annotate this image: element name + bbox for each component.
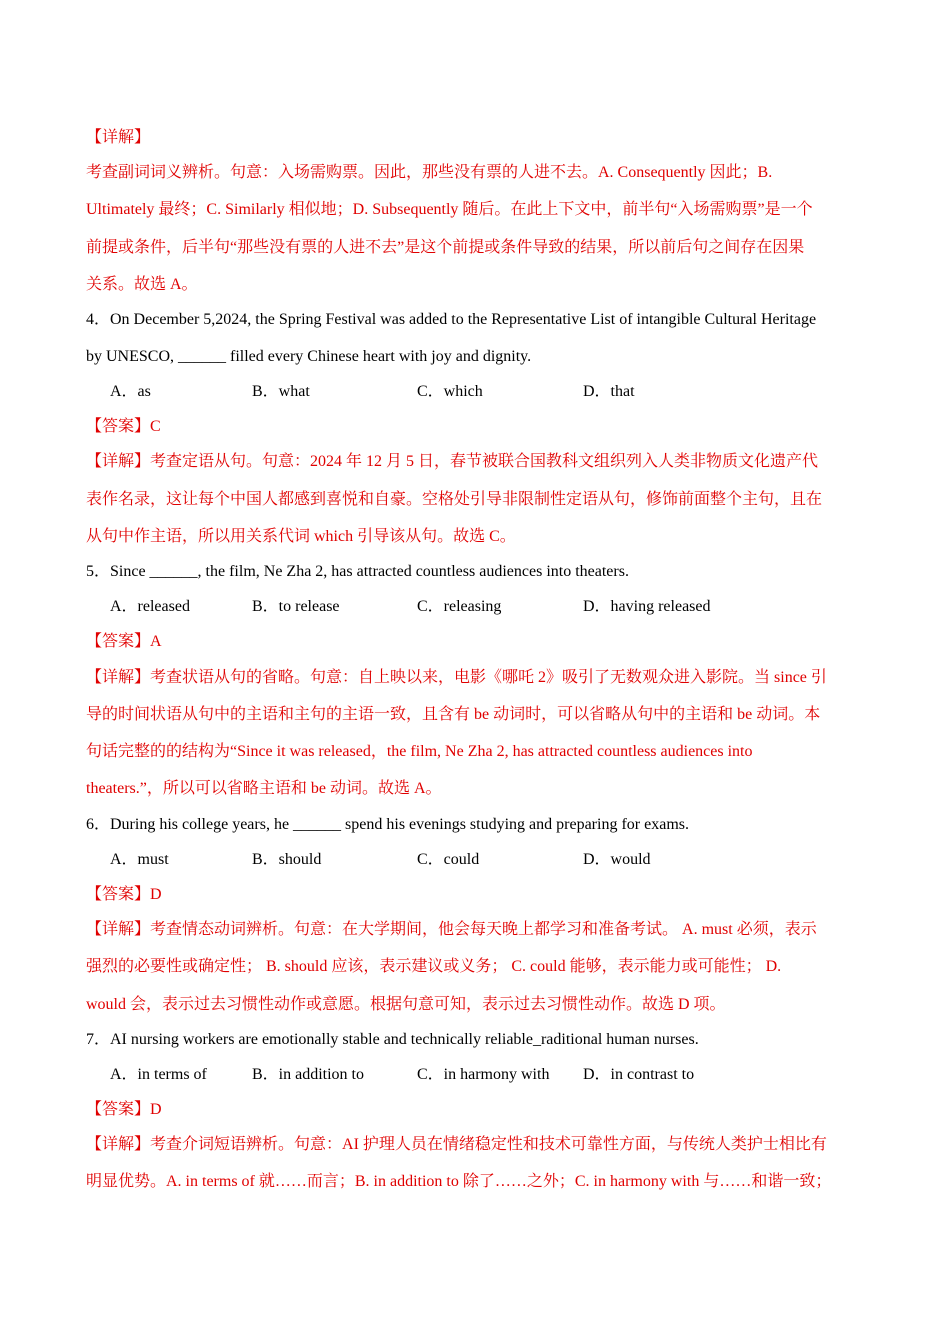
q6-option-a: A．must: [110, 851, 169, 868]
answer-label: 【答案】: [86, 418, 151, 435]
q6-option-b: B．should: [252, 851, 322, 868]
q6-detail-line-1: [86, 920, 817, 940]
q4-stem-line-1: 4．On December 5,2024, the Spring Festival was added to the Representative List of intangible Cultural Heritage: [86, 311, 817, 328]
q4-option-b: B．what: [252, 383, 310, 400]
q5-detail-line-3: 句话完整的的结构为“Since it was released，the film, Ne Zha 2, has attracted countless audiences into: [86, 743, 753, 760]
detail-label: 【详解】: [86, 921, 151, 938]
q6-option-d: D．would: [583, 851, 651, 868]
detail-label: 【详解】: [86, 453, 151, 470]
q5-option-d: D．having released: [583, 598, 711, 615]
q7-detail-line-1: [86, 1135, 827, 1155]
q5-detail-line-2: 导的时间状语从句中的主语和主句的主语一致，且含有 be 动词时，可以省略从句中的主语和 be 动词。本: [86, 706, 821, 723]
detail-label: 【详解】: [86, 129, 151, 146]
q6-option-c: C．could: [417, 851, 480, 868]
detail-label: 【详解】: [86, 1136, 151, 1153]
q7-stem-line-1: 7．AI nursing workers are emotionally stable and technically reliable_raditional human nurses.: [86, 1031, 699, 1048]
q3-detail-line-1: 考查副词词义辨析。句意：入场需购票。因此，那些没有票的人进不去。A. Consequently 因此；B.: [86, 164, 773, 181]
q7-detail-text: 考查介词短语辨析。句意：AI 护理人员在情绪稳定性和技术可靠性方面，与传统人类护士相比有: [150, 1136, 827, 1153]
q3-detail-line-3: 前提或条件，后半句“那些没有票的人进不去”是这个前提或条件导致的结果，所以前后句之间存在因果: [86, 239, 805, 256]
answer-label: 【答案】: [86, 1101, 151, 1118]
q4-stem-line-2: by UNESCO, ______ filled every Chinese heart with joy and dignity.: [86, 348, 532, 365]
q7-option-b: B．in addition to: [252, 1066, 365, 1083]
q4-option-d: D．that: [583, 383, 635, 400]
q5-stem-line-1: 5．Since ______, the film, Ne Zha 2, has attracted countless audiences into theaters.: [86, 563, 629, 580]
q4-answer: [86, 417, 161, 437]
q7-option-a: A．in terms of: [110, 1066, 207, 1083]
q4-detail-line-2: 表作名录，这让每个中国人都感到喜悦和自豪。空格处引导非限制性定语从句，修饰前面整个主句，且在: [86, 491, 823, 508]
answer-label: 【答案】: [86, 633, 151, 650]
q5-answer: [86, 632, 162, 652]
q7-option-c: C．in harmony with: [417, 1066, 550, 1083]
q7-answer-value: D: [150, 1101, 162, 1118]
q5-option-a: A．released: [110, 598, 190, 615]
q6-detail-line-3: would 会，表示过去习惯性动作或意愿。根据句意可知，表示过去习惯性动作。故选 D 项。: [86, 996, 726, 1013]
q5-detail-line-1: [86, 668, 827, 688]
q5-detail-text: 考查状语从句的省略。句意：自上映以来，电影《哪吒 2》吸引了无数观众进入影院。当 since 引: [150, 669, 827, 686]
q4-option-c: C．which: [417, 383, 483, 400]
q4-detail-line-1: [86, 452, 818, 472]
q4-detail-line-3: 从句中作主语，所以用关系代词 which 引导该从句。故选 C。: [86, 528, 516, 545]
q5-answer-value: A: [150, 633, 162, 650]
answer-label: 【答案】: [86, 886, 151, 903]
q7-option-d: D．in contrast to: [583, 1066, 695, 1083]
q6-detail-text: 考查情态动词辨析。句意：在大学期间，他会每天晚上都学习和准备考试。 A. must 必须，表示: [150, 921, 817, 938]
q7-detail-line-2: 明显优势。A. in terms of 就……而言；B. in addition to 除了……之外；C. in harmony with 与……和谐一致；: [86, 1173, 832, 1190]
q5-detail-line-4: theaters.”，所以可以省略主语和 be 动词。故选 A。: [86, 780, 442, 797]
q4-answer-value: C: [150, 418, 161, 435]
q6-answer: [86, 885, 162, 905]
q5-option-b: B．to release: [252, 598, 340, 615]
q3-detail-line-4: 关系。故选 A。: [86, 276, 198, 293]
q7-answer: [86, 1100, 162, 1120]
q6-answer-value: D: [150, 886, 162, 903]
q3-detail-line-2: Ultimately 最终；C. Similarly 相似地；D. Subsequently 随后。在此上下文中，前半句“入场需购票”是一个: [86, 201, 813, 218]
q6-stem-line-1: 6．During his college years, he ______ spend his evenings studying and preparing for exams.: [86, 816, 689, 833]
detail-label: 【详解】: [86, 669, 151, 686]
q6-detail-line-2: 强烈的必要性或确定性； B. should 应该，表示建议或义务； C. could 能够，表示能力或可能性； D.: [86, 958, 782, 975]
q4-option-a: A．as: [110, 383, 151, 400]
q4-detail-text: 考查定语从句。句意：2024 年 12 月 5 日，春节被联合国教科文组织列入人类非物质文化遗产代: [150, 453, 819, 470]
q5-option-c: C．releasing: [417, 598, 502, 615]
